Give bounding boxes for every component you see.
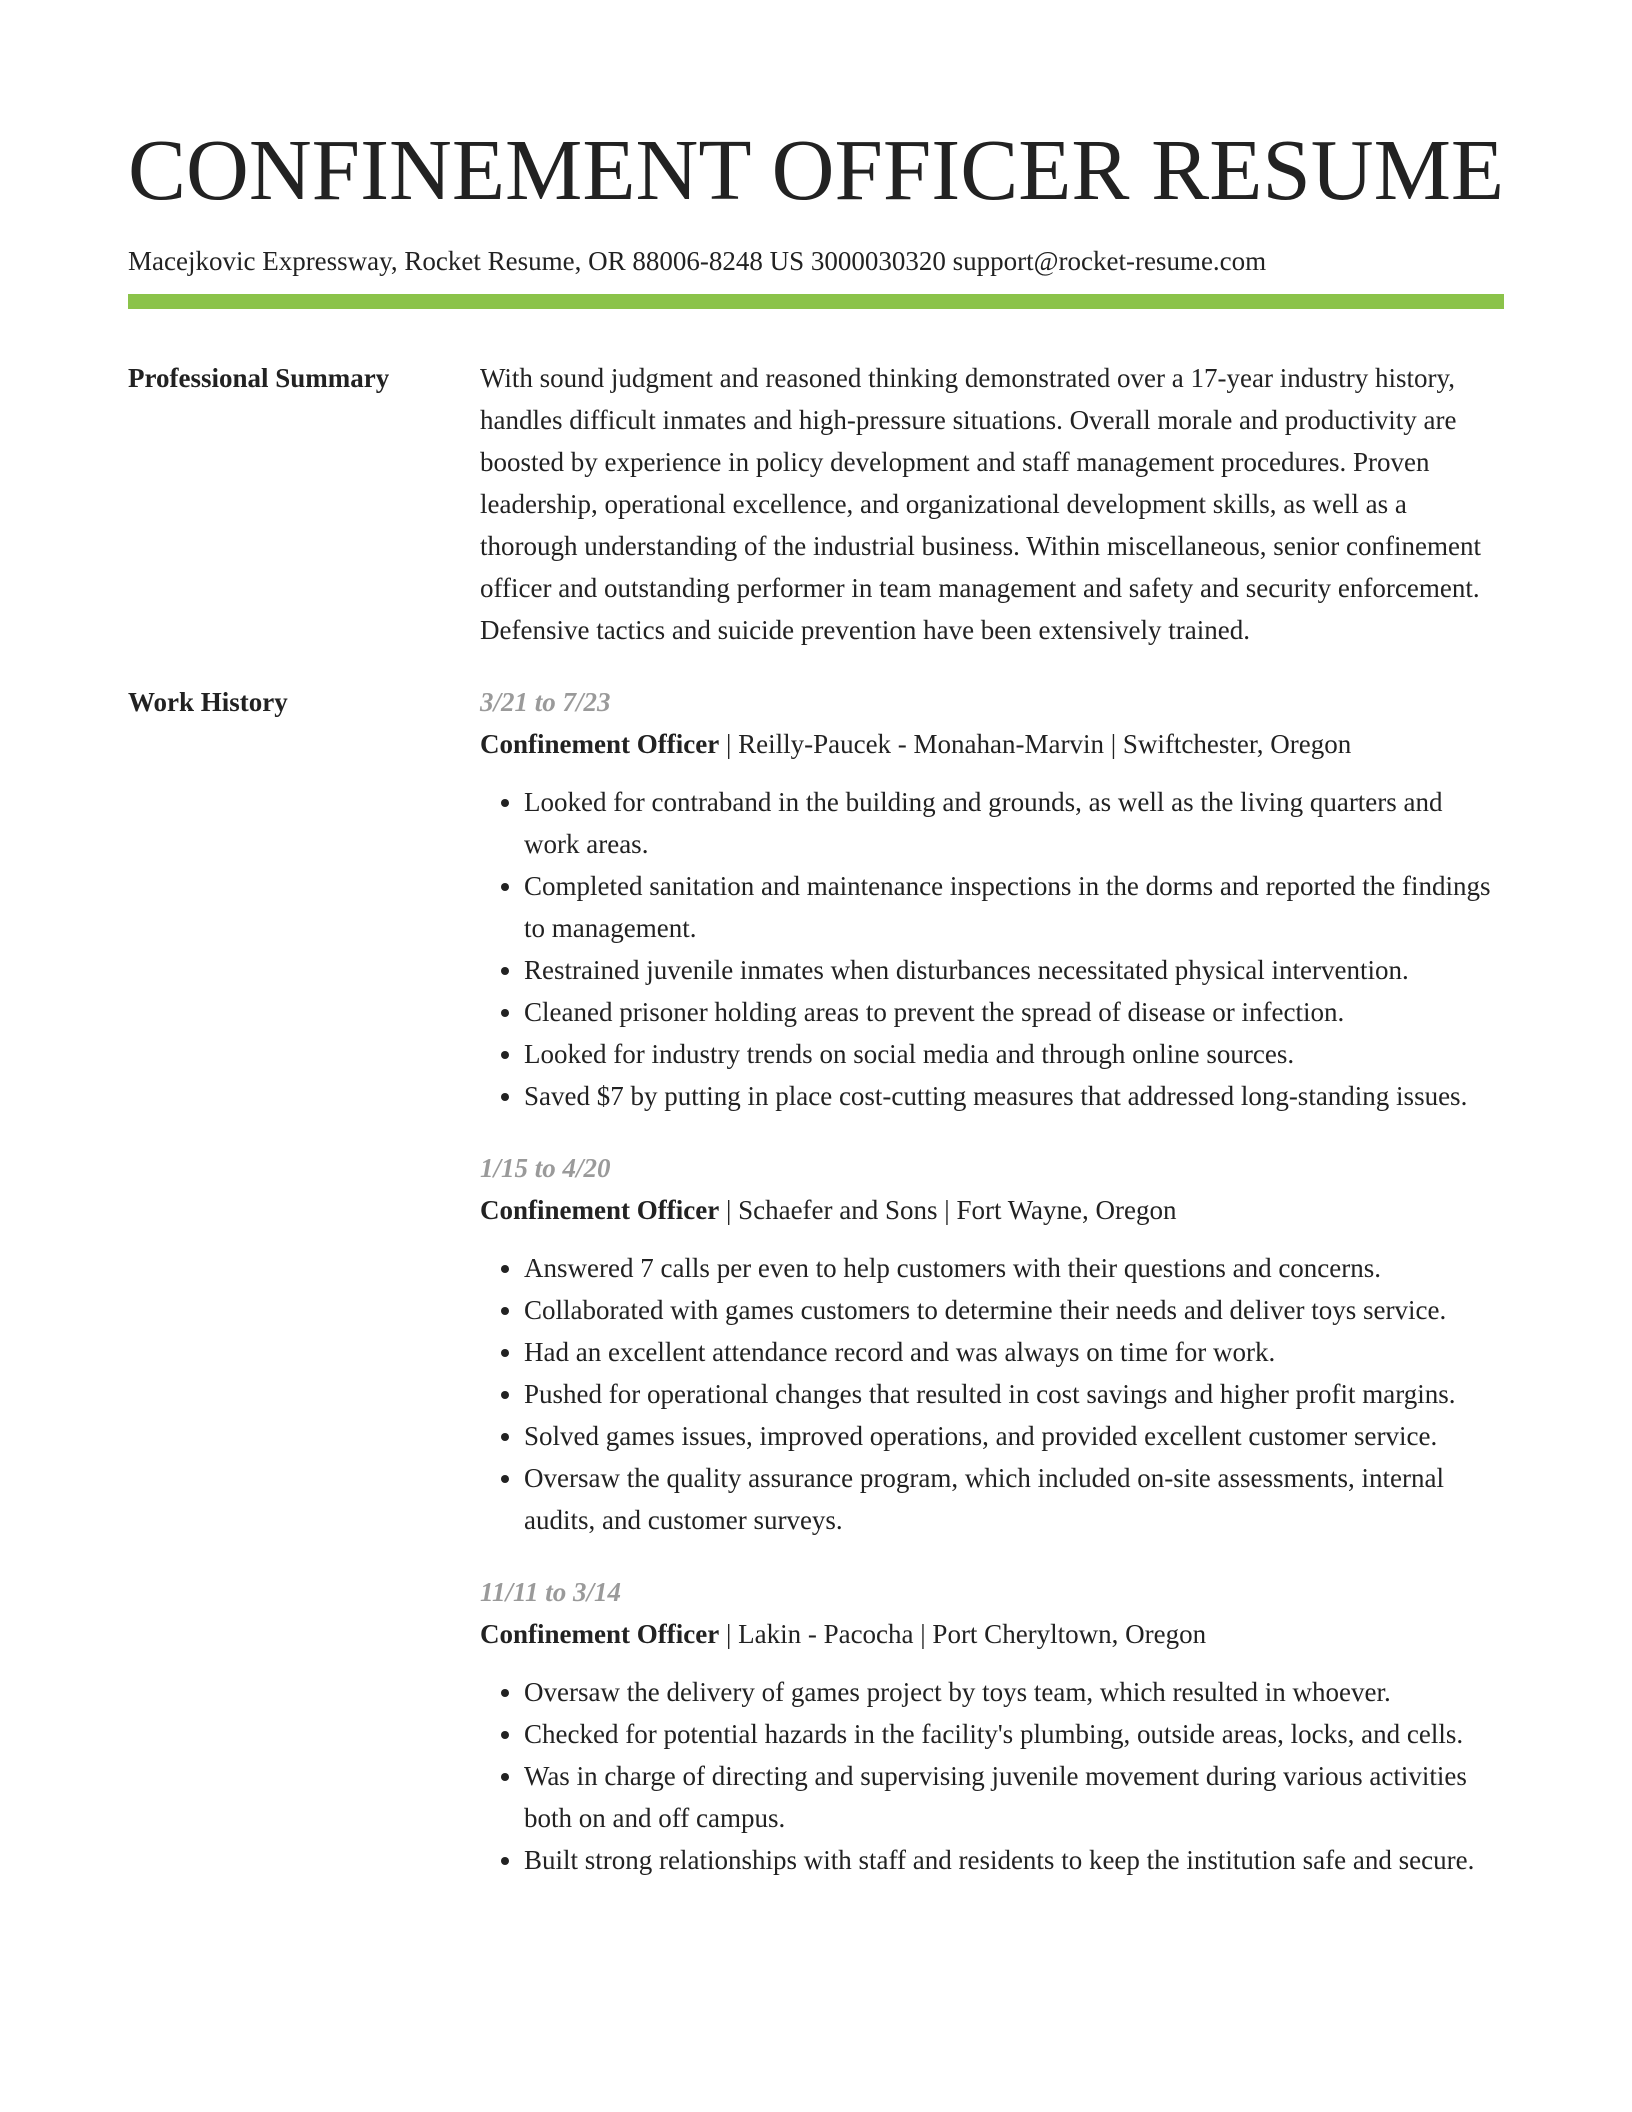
summary-section xyxy=(128,357,1504,651)
summary-label: Professional Summary xyxy=(128,363,390,393)
job-bullet: • Oversaw the delivery of games project by toys team, which resulted in whoever. xyxy=(524,1671,1504,1713)
job-bullets xyxy=(480,1671,1504,1881)
job-bullet: • Had an excellent attendance record and was always on time for work. xyxy=(524,1331,1504,1373)
contact-email: support@rocket-resume.com xyxy=(952,246,1267,276)
job-line: Confinement Officer | Lakin - Pacocha | Port Cheryltown, Oregon xyxy=(480,1619,1207,1649)
job-bullet: • Built strong relationships with staff and residents to keep the institution safe and secure. xyxy=(524,1839,1504,1881)
job-bullet: • Was in charge of directing and supervising juvenile movement during various activities both on and off campus. xyxy=(524,1755,1504,1839)
job-location: Port Cheryltown, Oregon xyxy=(932,1619,1207,1649)
job-company: Lakin - Pacocha xyxy=(738,1619,914,1649)
job-bullet: • Answered 7 calls per even to help customers with their questions and concerns. xyxy=(524,1247,1504,1289)
job-bullet: • Cleaned prisoner holding areas to prevent the spread of disease or infection. xyxy=(524,991,1504,1033)
summary-body xyxy=(480,357,1504,651)
contact-address: Macejkovic Expressway, Rocket Resume, OR 88006-8248 US xyxy=(128,246,805,276)
job-bullet: • Completed sanitation and maintenance inspections in the dorms and reported the findings to management. xyxy=(524,865,1504,949)
job-dates: 3/21 to 7/23 xyxy=(480,687,611,717)
job-entry xyxy=(480,681,1504,1117)
job-dates: 11/11 to 3/14 xyxy=(480,1577,622,1607)
contact-line xyxy=(128,244,1504,278)
job-line: Confinement Officer | Reilly-Paucek - Monahan-Marvin | Swiftchester, Oregon xyxy=(480,729,1352,759)
job-location: Swiftchester, Oregon xyxy=(1122,729,1352,759)
resume-title: CONFINEMENT OFFICER RESUME xyxy=(128,121,1505,218)
job-bullet: • Pushed for operational changes that resulted in cost savings and higher profit margins. xyxy=(524,1373,1504,1415)
job-bullet: • Looked for industry trends on social media and through online sources. xyxy=(524,1033,1504,1075)
job-bullets xyxy=(480,781,1504,1117)
job-bullet: • Checked for potential hazards in the facility's plumbing, outside areas, locks, and cells. xyxy=(524,1713,1504,1755)
job-bullet: • Restrained juvenile inmates when disturbances necessitated physical intervention. xyxy=(524,949,1504,991)
work-history-body xyxy=(480,681,1504,1911)
job-company: Schaefer and Sons xyxy=(738,1195,938,1225)
work-history-section xyxy=(128,681,1504,1911)
job-title: Confinement Officer xyxy=(480,1619,720,1649)
job-bullet: • Saved $7 by putting in place cost-cutting measures that addressed long-standing issues. xyxy=(524,1075,1504,1117)
summary-text: With sound judgment and reasoned thinking demonstrated over a 17-year industry history, handles difficult inmates and high-pressure situations. Overall morale and productivity are boosted by experience in policy development and staff management procedures. Proven leadership, operational excellence, and organizational development skills, as well as a thorough understanding of the industrial business. Within miscellaneous, senior confinement officer and outstanding performer in team management and safety and security enforcement. Defensive tactics and suicide prevention have been extensively trained. xyxy=(480,363,1481,645)
job-title: Confinement Officer xyxy=(480,729,720,759)
job-location: Fort Wayne, Oregon xyxy=(956,1195,1177,1225)
job-bullet: • Oversaw the quality assurance program, which included on-site assessments, internal audits, and customer surveys. xyxy=(524,1457,1504,1541)
contact-phone: 3000030320 xyxy=(810,246,946,276)
job-line: Confinement Officer | Schaefer and Sons | Fort Wayne, Oregon xyxy=(480,1195,1177,1225)
job-entry xyxy=(480,1147,1504,1541)
job-bullets xyxy=(480,1247,1504,1541)
job-title: Confinement Officer xyxy=(480,1195,720,1225)
job-entry xyxy=(480,1571,1504,1881)
job-bullet: • Collaborated with games customers to determine their needs and deliver toys service. xyxy=(524,1289,1504,1331)
work-history-label: Work History xyxy=(128,687,288,717)
job-company: Reilly-Paucek - Monahan-Marvin xyxy=(738,729,1104,759)
resume-page xyxy=(128,118,1504,1911)
job-dates: 1/15 to 4/20 xyxy=(480,1153,611,1183)
header-divider xyxy=(128,294,1504,309)
job-bullet: • Looked for contraband in the building and grounds, as well as the living quarters and work areas. xyxy=(524,781,1504,865)
job-bullet: • Solved games issues, improved operations, and provided excellent customer service. xyxy=(524,1415,1504,1457)
